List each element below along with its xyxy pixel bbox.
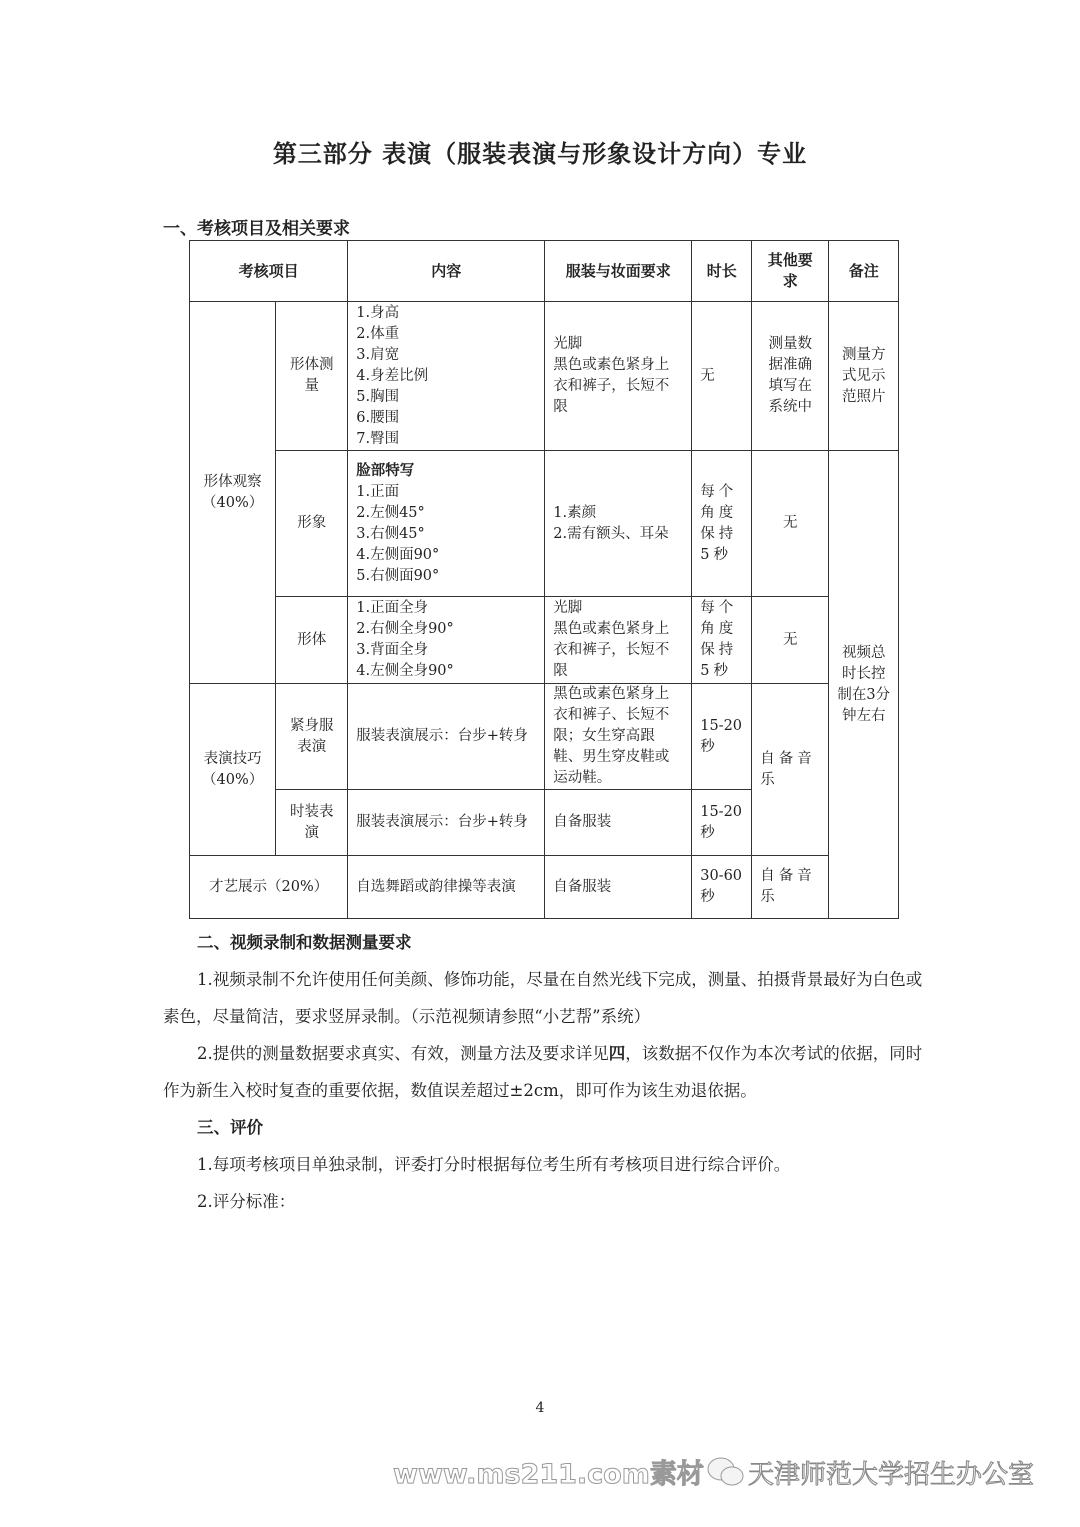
content-cell [348, 597, 545, 684]
header-content: 内容 [348, 241, 545, 302]
paragraph: 1.每项考核项目单独录制，评委打分时根据每位考生所有考核项目进行综合评价。 [197, 1155, 791, 1174]
content-line: 1.正面全身 [356, 600, 429, 616]
content-line: 3.背面全身 [356, 642, 429, 658]
content-cell: 服装表演展示：台步+转身 [348, 684, 545, 790]
content-line: 7.臀围 [356, 430, 400, 447]
paragraph: 2.评分标准： [197, 1192, 296, 1211]
content-line: 6.腰围 [356, 409, 400, 426]
time-cell: 每个角度保持5秒 [692, 597, 752, 684]
header-time: 时长 [692, 241, 752, 302]
dress-cell: 光脚 黑色或素色紧身上衣和裤子，长短不限 [545, 597, 692, 684]
content-title: 脸部特写 [356, 462, 415, 479]
header-other: 其他要求 [752, 241, 829, 302]
section-heading-3: 三、评价 [197, 1118, 263, 1137]
item-cell: 紧身服表演 [276, 684, 348, 790]
time-cell: 15-20秒 [692, 684, 752, 790]
time-cell: 每个角度保持5秒 [692, 451, 752, 597]
content-line: 5.右侧面90° [356, 567, 440, 584]
header-item: 考核项目 [190, 241, 348, 302]
time-cell: 30-60秒 [692, 856, 752, 919]
content-line: 4.左侧面90° [356, 546, 440, 563]
page-number: 4 [535, 1400, 545, 1416]
content-line: 3.肩宽 [356, 346, 400, 363]
paragraph-text: ，该数据不仅作为本次考试的依据，同时作为新生入校时复查的重要依据，数值误差超过±2cm，即可作为该生劝退依据。 [163, 1044, 923, 1100]
group-performance-skill: 表演技巧（40%） [190, 684, 276, 856]
table-row [190, 597, 899, 684]
content-line: 4.左侧全身90° [356, 663, 454, 679]
time-cell: 15-20秒 [692, 790, 752, 856]
watermark-site: www.ms211.com素材 [393, 1459, 704, 1490]
header-note: 备注 [829, 241, 899, 302]
group-talent-show: 才艺展示（20%） [190, 856, 348, 919]
section-heading-2: 二、视频录制和数据测量要求 [197, 933, 412, 952]
content-cell: 服装表演展示：台步+转身 [348, 790, 545, 856]
watermark-account: 天津师范大学招生办公室 [748, 1460, 1035, 1490]
table-row [190, 451, 899, 597]
other-cell: 无 [752, 451, 829, 597]
content-line: 5.胸围 [356, 388, 400, 405]
assessment-table [189, 240, 899, 919]
table-row [190, 856, 899, 919]
dress-cell: 1.素颜 2.需有额头、耳朵 [545, 451, 692, 597]
content-line: 1.身高 [356, 304, 400, 321]
item-cell: 形象 [276, 451, 348, 597]
group-body-observation: 形体观察（40%） [190, 302, 276, 684]
paragraph [163, 1035, 923, 1109]
paragraph: 1.视频录制不允许使用任何美颜、修饰功能，尽量在自然光线下完成，测量、拍摄背景最好为白色或素色，尽量简洁，要求竖屏录制。（示范视频请参照“小艺帮”系统） [163, 970, 923, 1026]
item-cell: 形体测量 [276, 302, 348, 451]
dress-cell: 自备服装 [545, 790, 692, 856]
note-cell: 测量方式见示范照片 [829, 302, 899, 451]
other-cell: 无 [752, 597, 829, 684]
other-cell: 自备音乐 [752, 684, 829, 856]
table-row [190, 302, 899, 451]
section-heading-1: 一、考核项目及相关要求 [163, 219, 350, 239]
wechat-icon [706, 1455, 746, 1489]
dress-cell: 自备服装 [545, 856, 692, 919]
content-line: 2.体重 [356, 325, 400, 342]
item-cell: 时装表演 [276, 790, 348, 856]
paragraph-emphasis: 四 [608, 1044, 626, 1063]
content-line: 1.正面 [356, 483, 400, 500]
dress-cell: 黑色或素色紧身上衣和裤子、长短不限；女生穿高跟鞋、男生穿皮鞋或运动鞋。 [545, 684, 692, 790]
content-line: 3.右侧45° [356, 525, 425, 542]
time-cell: 无 [692, 302, 752, 451]
content-cell: 自选舞蹈或韵律操等表演 [348, 856, 545, 919]
paragraph-text: 2.提供的测量数据要求真实、有效，测量方法及要求详见 [197, 1044, 609, 1063]
content-cell [348, 302, 545, 451]
item-cell: 形体 [276, 597, 348, 684]
content-line: 2.右侧全身90° [356, 621, 454, 637]
other-cell: 测量数据准确填写在系统中 [752, 302, 829, 451]
content-line: 2.左侧45° [356, 504, 425, 521]
page-title: 第三部分 表演（服装表演与形象设计方向）专业 [272, 139, 808, 168]
table-header-row [190, 241, 899, 302]
header-dress: 服装与妆面要求 [545, 241, 692, 302]
content-cell [348, 451, 545, 597]
note-cell-video-duration: 视频总时长控制在3分钟左右 [829, 451, 899, 919]
table-row [190, 684, 899, 790]
content-line: 4.身差比例 [356, 367, 429, 384]
dress-cell: 光脚 黑色或素色紧身上衣和裤子，长短不限 [545, 302, 692, 451]
other-cell: 自备音乐 [752, 856, 829, 919]
